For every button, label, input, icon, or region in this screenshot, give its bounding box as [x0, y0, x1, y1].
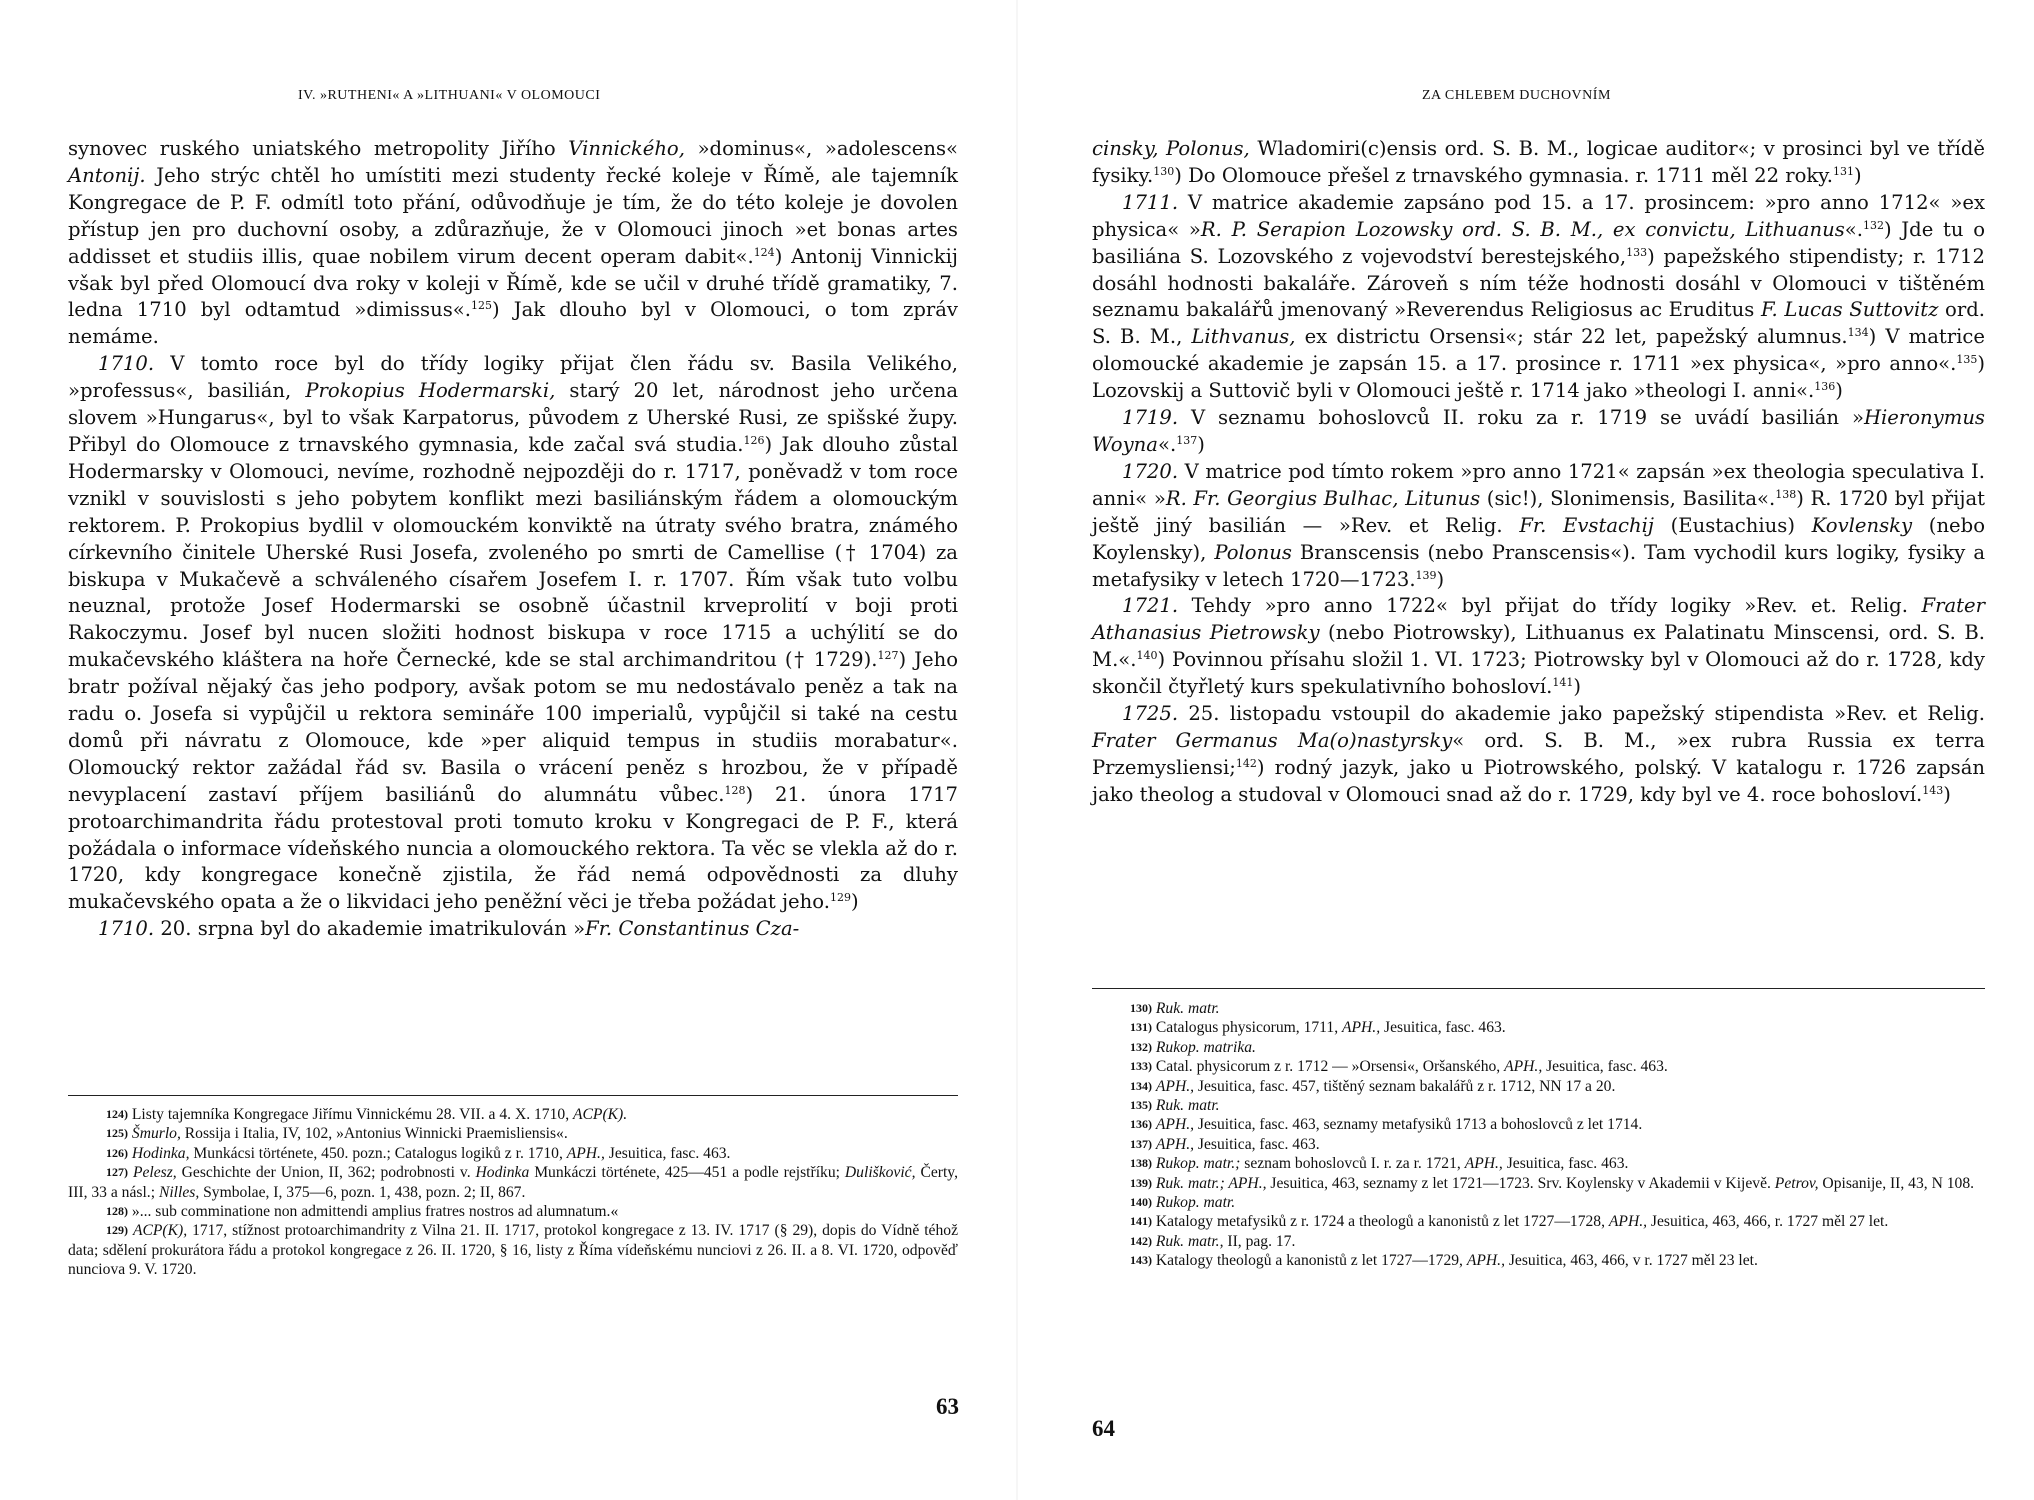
- body-text: synovec ruského uniatského metropolity Jiřího Vinnického, »dominus«, »adolescens« Antonij. Jeho strýc chtěl ho umístiti mezi studenty řecké koleje v Římě, ale tajemník Kongregace de P. F. odmítl toto přání, odůvodňuje je tím, že do této koleje je dovolen přístup jen pro duchovní osoby, a zdůrazňuje, že v Olomouci jinoch »et bonas artes addisset et studiis illis, quae nobilem virum decent operam dabit«.$^{124}$) Antonij Vinnickij však byl před Olomoucí dva roky v koleji v Římě, kde se učil v druhé třídě gramatiky, 7. ledna 1710 byl odtamtud »dimissus«.$^{125}$) Jak dlouho byl v Olomouci, o tom zpráv nemáme. 1710. V tomto roce byl do třídy logiky přijat člen řádu sv. Basila Velikého, »professus«, basilián, Prokopius Hodermarski, starý 20 let, národnost jeho určena slovem »Hungarus«, byl to však Karpatorus, původem z Uherské Rusi, ze spišské župy. Přibyl do Olomouce z trnavského gymnasia, kde začal svá studia.$^{126}$) Jak dlouho zůstal Hodermarsky v Olomouci, nevíme, rozhodně nejpozději do r. 1717, poněvadž v tom roce vznikl v souvislosti s jeho pobytem konflikt mezi basiliánským řádem a olomouckým rektorem. P. Prokopius bydlil v olomouckém konviktě na útraty svého bratra, známého církevního činitele Uherské Rusi Josefa, zvoleného po smrti de Camellise († 1704) za biskupa v Mukačevě a schváleného císařem Josefem I. r. 1707. Řím však tuto volbu neuznal, protože Josef Hodermarski se osobně účastnil krveprolití v boji proti Rakoczymu. Josef byl nucen složiti hodnost biskupa v roce 1715 a uchýlití se do mukačevského kláštera na hoře Černecké, kde se stal archimandritou († 1729).$^{127}$) Jeho bratr požíval nějaký čas jeho podpory, avšak potom se mu nedostávalo peněz a tak na radu o. Josefa si vypůjčil u rektora semináře 100 imperialů, vypůjčil si také na cestu domů při návratu z Olomouce, kde »per aliquid tempus in studiis morabatur«. Olomoucký rektor zažádal řád sv. Basila o vrácení peněz s hrozbou, že v případě nevyplacení zastaví příjem basiliánů do alumnátu vůbec.$^{128}$) 21. února 1717 protoarchimandrita řádu protestoval proti tomuto kroku v Kongregaci de P. F., která požádala o informace vídeňského nuncia a olomouckého rektora. Ta věc se vlekla až do r. 1720, kdy kongregace konečně zjistila, že řád nemá odpovědnosti za dluhy mukačevského opata a že o likvidaci jeho peněžní věci je třeba požádat jeho.$^{129}$) 1710. 20. srpna byl do akademie imatrikulován »Fr. Constantinus Cza-: [68, 137, 959, 941]
- page-number: 64: [1092, 1416, 1115, 1441]
- running-header: IV. »RUTHENI« A »LITHUANI« V OLOMOUCI: [298, 88, 601, 103]
- right-page: [1017, 0, 2034, 1500]
- footnotes: 130) Ruk. matr. 131) Catalogus physicorum, 1711, APH., Jesuitica, fasc. 463. 132) Rukop. matrika. 133) Catal. physicorum z r. 1712 — »Orsensi«, Oršanského, APH., Jesuitica, fasc. 463. 134) APH., Jesuitica, fasc. 457, tištěný seznam bakalářů z r. 1712, NN 17 a 20. 135) Ruk. matr. 136) APH., Jesuitica, fasc. 463, seznamy metafysiků 1713 a bohoslovců z let 1714. 137) APH., Jesuitica, fasc. 463. 138) Rukop. matr.; seznam bohoslovců I. r. za r. 1721, APH., Jesuitica, fasc. 463. 139) Ruk. matr.; APH., Jesuitica, 463, seznamy z let 1721—1723. Srv. Koylensky v Akademii v Kijevě. Petrov, Opisanije, II, 43, N 108. 140) Rukop. matr. 141) Katalogy metafysiků z r. 1724 a theologů a kanonistů z let 1727—1728, APH., Jesuitica, 463, 466, r. 1727 měl 27 let. 142) Ruk. matr., II, pag. 17. 143) Katalogy theologů a kanonistů z let 1727—1729, APH., Jesuitica, 463, 466, v r. 1727 měl 23 let.: [1130, 1000, 1975, 1270]
- running-header: ZA CHLEBEM DUCHOVNÍM: [1422, 88, 1611, 103]
- footnote-rule: [68, 1095, 958, 1096]
- footnote-rule: [1092, 988, 1985, 989]
- body-text: cinsky, Polonus, Wladomiri(c)ensis ord. S. B. M., logicae auditor«; v prosinci byl ve třídě fysiky.$^{130}$) Do Olomouce přešel z trnavského gymnasia. r. 1711 měl 22 roky.$^{131}$) 1711. V matrice akademie zapsáno pod 15. a 17. prosincem: »pro anno 1712« »ex physica« »R. P. Serapion Lozowsky ord. S. B. M., ex convictu, Lithuanus«.$^{132}$) Jde tu o basiliána S. Lozovského z vojevodství berestejského,$^{133}$) papežského stipendisty; r. 1712 dosáhl hodnosti bakaláře. Zároveň s ním téže hodnosti dosáhl v Olomouci v tištěném seznamu bakalářů jmenovaný »Reverendus Religiosus ac Eruditus F. Lucas Suttovitz ord. S. B. M., Lithvanus, ex districtu Orsensi«; stár 22 let, papežský alumnus.$^{134}$) V matrice olomoucké akademie je zapsán 15. a 17. prosince r. 1711 »ex physica«, »pro anno«.$^{135}$) Lozovskij a Suttovič byli v Olomouci ještě r. 1714 jako »theologi I. anni«.$^{136}$) 1719. V seznamu bohoslovců II. roku za r. 1719 se uvádí basilián »Hieronymus Woyna«.$^{137}$) 1720. V matrice pod tímto rokem »pro anno 1721« zapsán »ex theologia speculativa I. anni« »R. Fr. Georgius Bulhac, Litunus (sic!), Slonimensis, Basilita«.$^{138}$) R. 1720 byl přijat ještě jiný basilián — »Rev. et Relig. Fr. Evstachij (Eustachius) Kovlensky (nebo Koylensky), Polonus Branscensis (nebo Pranscensis«). Tam vychodil kurs logiky, fysiky a metafysiky v letech 1720—1723.$^{139}$) 1721. Tehdy »pro anno 1722« byl přijat do třídy logiky »Rev. et. Relig. Frater Athanasius Pietrowsky (nebo Piotrowsky), Lithuanus ex Palatinatu Minscensi, ord. S. B. M.«.$^{140}$) Povinnou přísahu složil 1. VI. 1723; Piotrowsky byl v Olomouci až do r. 1728, kdy skončil čtyřletý kurs spekulativního bohosloví.$^{141}$) 1725. 25. listopadu vstoupil do akademie jako papežský stipendista »Rev. et Relig. Frater Germanus Ma(o)nastyrsky« ord. S. B. M., »ex rubra Russia ex terra Przemysliensi;$^{142}$) rodný jazyk, jako u Piotrowského, polský. V katalogu r. 1726 zapsán jako theolog a studoval v Olomouci snad až do r. 1729, kdy byl ve 4. roce bohosloví.$^{143}$): [1092, 137, 1986, 806]
- footnotes: 124) Listy tajemníka Kongregace Jiřímu Vinnickému 28. VII. a 4. X. 1710, ACP(K). 125) Šmurlo, Rossija i Italia, IV, 102, »Antonius Winnicki Praemisliensis«. 126) Hodinka, Munkácsi története, 450. pozn.; Catalogus logiků z r. 1710, APH., Jesuitica, fasc. 463. 127) Pelesz, Geschichte der Union, II, 362; podrobnosti v. Hodinka Munkáczi története, 425—451 a podle rejstříku; Dulišković, Čerty, III, 33 a násl.; Nilles, Symbolae, I, 375—6, pozn. 1, 438, pozn. 2; II, 867. 128) »... sub comminatione non admittendi amplius fratres nostros ad alumnatum.« 129) ACP(K), 1717, stížnost protoarchimandrity z Vilna 21. II. 1717, protokol kongregace z 13. IV. 1717 (§ 29), dopis do Vídně téhož data; sdělení prokurátora řádu a protokol kongregace z 26. II. 1720, § 16, listy z Říma vídeňskému nunciovi z 26. II. a 8. VI. 1720, odpověď nunciova 9. V. 1720.: [68, 1106, 958, 1279]
- page-number: 63: [936, 1394, 959, 1419]
